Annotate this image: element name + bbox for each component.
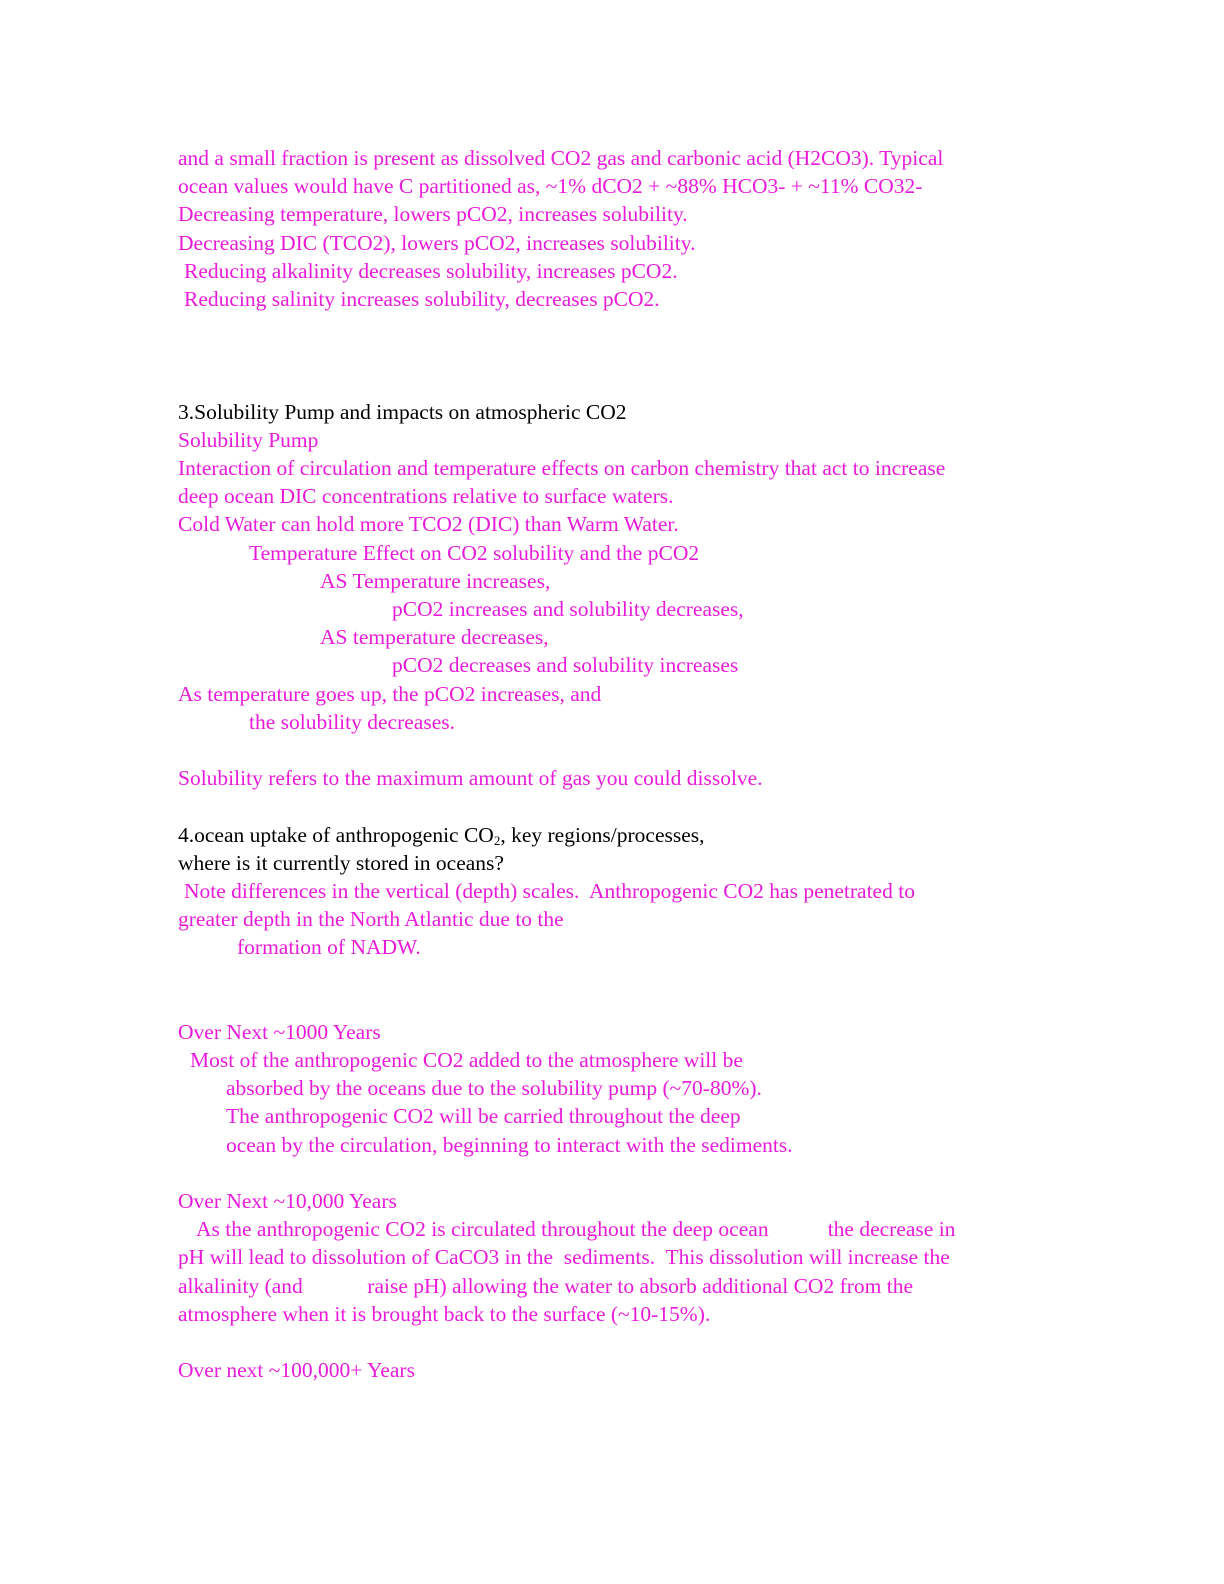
text-line: deep ocean DIC concentrations relative to surface waters. bbox=[178, 484, 674, 509]
text-line: Decreasing DIC (TCO2), lowers pCO2, increases solubility. bbox=[178, 230, 696, 255]
blank-line bbox=[178, 990, 1048, 1018]
text-line: AS Temperature increases, bbox=[320, 568, 551, 593]
section-subheading: Solubility Pump bbox=[178, 427, 319, 452]
subsection-title: Over Next ~1000 Years bbox=[178, 1019, 381, 1044]
text-line: Most of the anthropogenic CO2 added to the atmosphere will be bbox=[190, 1048, 743, 1072]
blank-line bbox=[178, 341, 1048, 369]
text-line: Note differences in the vertical (depth) scales. Anthropogenic CO2 has penetrated to bbox=[184, 878, 915, 903]
text-line: Reducing salinity increases solubility, decreases pCO2. bbox=[184, 286, 660, 311]
text-line: pCO2 increases and solubility decreases, bbox=[392, 597, 744, 621]
text-line: formation of NADW. bbox=[237, 935, 421, 960]
text-line: and a small fraction is present as dissolved CO2 gas and carbonic acid (H2CO3). Typical bbox=[178, 146, 944, 170]
section-heading-line2: where is it currently stored in oceans? bbox=[178, 850, 504, 875]
text-line: AS temperature decreases, bbox=[320, 625, 549, 650]
text-line: pCO2 decreases and solubility increases bbox=[392, 653, 739, 678]
subsection-title: Over next ~100,000+ Years bbox=[178, 1358, 415, 1383]
text-line: greater depth in the North Atlantic due to the bbox=[178, 907, 564, 932]
text-line: Reducing alkalinity decreases solubility, increases pCO2. bbox=[184, 258, 678, 283]
blank-line bbox=[178, 736, 1048, 764]
text-line: pH will lead to dissolution of CaCO3 in the sediments. This dissolution will increase the bbox=[178, 1245, 950, 1270]
text-line: Temperature Effect on CO2 solubility and the pCO2 bbox=[249, 540, 700, 565]
text-line: atmosphere when it is brought back to the surface (~10-15%). bbox=[178, 1301, 711, 1326]
document-page bbox=[178, 144, 1048, 1384]
blank-line bbox=[178, 792, 1048, 820]
section-heading: 3.Solubility Pump and impacts on atmospheric CO2 bbox=[178, 399, 627, 424]
blank-line bbox=[178, 313, 1048, 341]
text-line: As the anthropogenic CO2 is circulated throughout the deep ocean the decrease in bbox=[196, 1217, 956, 1242]
text-line: The anthropogenic CO2 will be carried throughout the deep bbox=[226, 1104, 741, 1129]
text-line: Solubility refers to the maximum amount of gas you could dissolve. bbox=[178, 766, 763, 791]
blank-line bbox=[178, 1159, 1048, 1187]
text-line: Cold Water can hold more TCO2 (DIC) than Warm Water. bbox=[178, 512, 679, 537]
text-line: ocean by the circulation, beginning to interact with the sediments. bbox=[226, 1132, 793, 1157]
text-line: the solubility decreases. bbox=[249, 709, 455, 734]
text-line: ocean values would have C partitioned as, ~1% dCO2 + ~88% HCO3- + ~11% CO32- bbox=[178, 174, 923, 199]
text-line: absorbed by the oceans due to the solubility pump (~70-80%). bbox=[226, 1076, 762, 1101]
blank-line bbox=[178, 370, 1048, 398]
text-line: Decreasing temperature, lowers pCO2, increases solubility. bbox=[178, 202, 688, 227]
blank-line bbox=[178, 1328, 1048, 1356]
text-line: Interaction of circulation and temperature effects on carbon chemistry that act to increase bbox=[178, 456, 946, 481]
blank-line bbox=[178, 961, 1048, 989]
text-line: alkalinity (and raise pH) allowing the water to absorb additional CO2 from the bbox=[178, 1273, 913, 1298]
text-line: As temperature goes up, the pCO2 increases, and bbox=[178, 681, 602, 706]
subsection-title: Over Next ~10,000 Years bbox=[178, 1188, 397, 1213]
section-heading: 4.ocean uptake of anthropogenic $CO_2$, key regions/processes, bbox=[178, 822, 705, 848]
